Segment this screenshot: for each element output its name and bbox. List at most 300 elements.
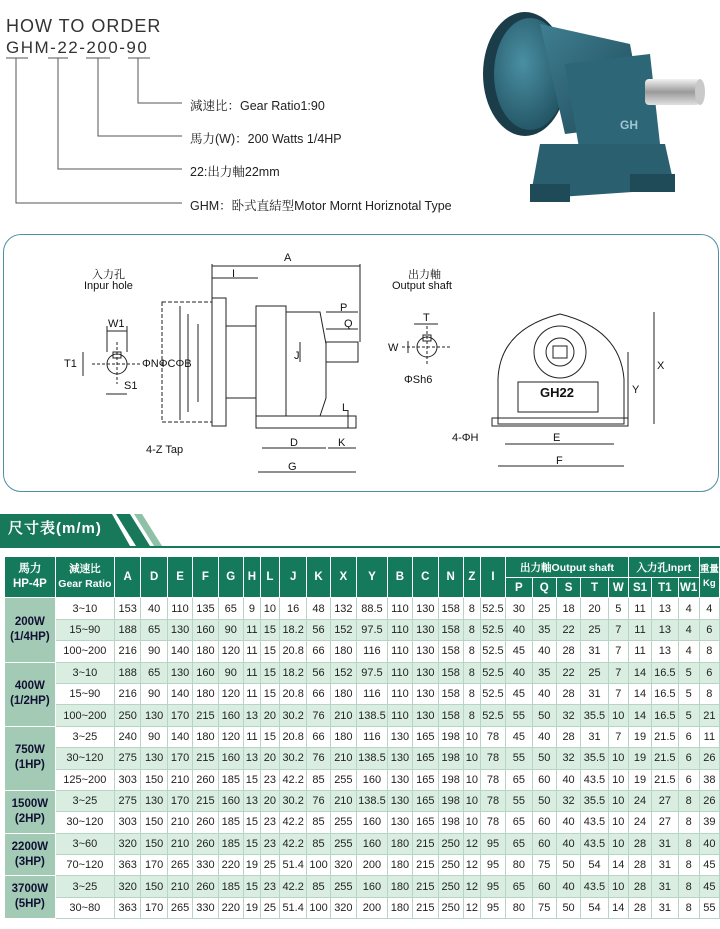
value-cell: 180 bbox=[193, 683, 218, 704]
output-shaft-label-en: Output shaft bbox=[392, 280, 452, 292]
value-cell: 76 bbox=[307, 748, 330, 769]
value-cell: 11 bbox=[628, 641, 651, 662]
value-cell: 45 bbox=[506, 641, 532, 662]
value-cell: 160 bbox=[218, 790, 243, 811]
value-cell: 8 bbox=[678, 855, 699, 876]
value-cell: 15 bbox=[243, 812, 260, 833]
order-label-type: GHM：卧式直結型Motor Mornt Horiznotal Type bbox=[190, 199, 452, 213]
value-cell: 255 bbox=[330, 812, 356, 833]
value-cell: 303 bbox=[114, 769, 140, 790]
value-cell: 78 bbox=[480, 748, 505, 769]
value-cell: 12 bbox=[463, 876, 480, 897]
dim-phi-sh6: ΦSh6 bbox=[404, 374, 433, 386]
value-cell: 132 bbox=[330, 598, 356, 619]
value-cell: 210 bbox=[167, 812, 192, 833]
value-cell: 10 bbox=[463, 726, 480, 747]
value-cell: 54 bbox=[581, 855, 608, 876]
dim-E: E bbox=[553, 432, 561, 444]
value-cell: 18.2 bbox=[279, 662, 306, 683]
ratio-cell: 3~10 bbox=[55, 598, 114, 619]
value-cell: 18 bbox=[556, 598, 580, 619]
dimension-table-body bbox=[5, 598, 720, 919]
dim-phi-ncb: ΦNΦCΦB bbox=[142, 358, 192, 370]
value-cell: 160 bbox=[193, 662, 218, 683]
value-cell: 35 bbox=[532, 662, 556, 683]
value-cell: 13 bbox=[652, 598, 678, 619]
value-cell: 42.2 bbox=[279, 833, 306, 854]
table-row bbox=[5, 662, 720, 683]
value-cell: 185 bbox=[218, 769, 243, 790]
value-cell: 250 bbox=[438, 876, 463, 897]
value-cell: 120 bbox=[218, 683, 243, 704]
value-cell: 215 bbox=[193, 705, 218, 726]
value-cell: 185 bbox=[218, 876, 243, 897]
col-Y: Y bbox=[357, 557, 388, 598]
value-cell: 330 bbox=[193, 897, 218, 918]
col-F: F bbox=[193, 557, 218, 598]
value-cell: 160 bbox=[357, 769, 388, 790]
value-cell: 210 bbox=[330, 748, 356, 769]
value-cell: 78 bbox=[480, 812, 505, 833]
value-cell: 130 bbox=[141, 705, 167, 726]
value-cell: 220 bbox=[218, 855, 243, 876]
power-group-label: 750W (1HP) bbox=[5, 726, 56, 790]
value-cell: 6 bbox=[699, 662, 719, 683]
value-cell: 60 bbox=[532, 833, 556, 854]
value-cell: 11 bbox=[243, 683, 260, 704]
value-cell: 24 bbox=[628, 812, 651, 833]
leader-power bbox=[98, 58, 182, 136]
value-cell: 11 bbox=[243, 619, 260, 640]
value-cell: 198 bbox=[438, 790, 463, 811]
value-cell: 200 bbox=[357, 897, 388, 918]
value-cell: 43.5 bbox=[581, 833, 608, 854]
value-cell: 28 bbox=[628, 897, 651, 918]
value-cell: 140 bbox=[167, 683, 192, 704]
value-cell: 100 bbox=[307, 897, 330, 918]
value-cell: 35.5 bbox=[581, 790, 608, 811]
value-cell: 260 bbox=[193, 876, 218, 897]
ratio-cell: 15~90 bbox=[55, 683, 114, 704]
value-cell: 110 bbox=[387, 662, 412, 683]
value-cell: 120 bbox=[218, 726, 243, 747]
value-cell: 250 bbox=[114, 705, 140, 726]
value-cell: 180 bbox=[387, 876, 412, 897]
value-cell: 160 bbox=[193, 619, 218, 640]
value-cell: 260 bbox=[193, 769, 218, 790]
value-cell: 210 bbox=[167, 876, 192, 897]
value-cell: 40 bbox=[532, 641, 556, 662]
value-cell: 43.5 bbox=[581, 769, 608, 790]
value-cell: 45 bbox=[699, 855, 719, 876]
value-cell: 28 bbox=[628, 833, 651, 854]
value-cell: 32 bbox=[556, 705, 580, 726]
value-cell: 50 bbox=[532, 748, 556, 769]
value-cell: 40 bbox=[506, 662, 532, 683]
value-cell: 160 bbox=[218, 748, 243, 769]
value-cell: 7 bbox=[608, 619, 628, 640]
order-label-shaft: 22:出力軸22mm bbox=[190, 165, 280, 179]
value-cell: 65 bbox=[218, 598, 243, 619]
value-cell: 28 bbox=[628, 855, 651, 876]
value-cell: 13 bbox=[243, 748, 260, 769]
value-cell: 14 bbox=[628, 683, 651, 704]
value-cell: 216 bbox=[114, 683, 140, 704]
value-cell: 215 bbox=[413, 855, 438, 876]
value-cell: 26 bbox=[699, 748, 719, 769]
col-C: C bbox=[413, 557, 438, 598]
value-cell: 4 bbox=[678, 619, 699, 640]
value-cell: 45 bbox=[506, 683, 532, 704]
value-cell: 265 bbox=[167, 897, 192, 918]
value-cell: 95 bbox=[480, 855, 505, 876]
value-cell: 160 bbox=[357, 833, 388, 854]
value-cell: 180 bbox=[387, 897, 412, 918]
value-cell: 88.5 bbox=[357, 598, 388, 619]
col-P: P bbox=[506, 578, 532, 598]
table-title: 尺寸表(m/m) bbox=[8, 520, 102, 537]
value-cell: 23 bbox=[260, 833, 279, 854]
value-cell: 170 bbox=[167, 705, 192, 726]
value-cell: 130 bbox=[387, 812, 412, 833]
value-cell: 55 bbox=[506, 748, 532, 769]
value-cell: 10 bbox=[260, 598, 279, 619]
value-cell: 11 bbox=[628, 619, 651, 640]
value-cell: 10 bbox=[608, 876, 628, 897]
value-cell: 7 bbox=[608, 683, 628, 704]
value-cell: 15 bbox=[260, 641, 279, 662]
value-cell: 138.5 bbox=[357, 790, 388, 811]
value-cell: 85 bbox=[307, 876, 330, 897]
value-cell: 275 bbox=[114, 790, 140, 811]
value-cell: 7 bbox=[608, 662, 628, 683]
value-cell: 14 bbox=[628, 662, 651, 683]
value-cell: 43.5 bbox=[581, 876, 608, 897]
value-cell: 38 bbox=[699, 769, 719, 790]
value-cell: 320 bbox=[330, 855, 356, 876]
value-cell: 130 bbox=[413, 641, 438, 662]
order-label-ratio: 減速比：Gear Ratio1:90 bbox=[190, 99, 325, 113]
value-cell: 20 bbox=[260, 790, 279, 811]
value-cell: 65 bbox=[141, 662, 167, 683]
value-cell: 15 bbox=[243, 833, 260, 854]
dim-T1: T1 bbox=[64, 358, 77, 370]
value-cell: 5 bbox=[678, 705, 699, 726]
power-group-label: 3700W (5HP) bbox=[5, 876, 56, 919]
table-row bbox=[5, 812, 720, 833]
value-cell: 52.5 bbox=[480, 641, 505, 662]
value-cell: 180 bbox=[387, 833, 412, 854]
value-cell: 255 bbox=[330, 876, 356, 897]
value-cell: 8 bbox=[463, 619, 480, 640]
value-cell: 40 bbox=[556, 769, 580, 790]
value-cell: 170 bbox=[141, 897, 167, 918]
value-cell: 130 bbox=[141, 748, 167, 769]
value-cell: 11 bbox=[628, 598, 651, 619]
value-cell: 8 bbox=[699, 683, 719, 704]
value-cell: 90 bbox=[218, 619, 243, 640]
col-N: N bbox=[438, 557, 463, 598]
value-cell: 75 bbox=[532, 855, 556, 876]
col-W: W bbox=[608, 578, 628, 598]
value-cell: 110 bbox=[387, 598, 412, 619]
value-cell: 40 bbox=[532, 683, 556, 704]
value-cell: 10 bbox=[608, 705, 628, 726]
value-cell: 25 bbox=[532, 598, 556, 619]
dim-T: T bbox=[423, 312, 430, 324]
ratio-cell: 3~60 bbox=[55, 833, 114, 854]
value-cell: 85 bbox=[307, 769, 330, 790]
dim-G: G bbox=[288, 461, 297, 473]
value-cell: 150 bbox=[141, 812, 167, 833]
value-cell: 52.5 bbox=[480, 598, 505, 619]
value-cell: 40 bbox=[556, 876, 580, 897]
value-cell: 28 bbox=[556, 683, 580, 704]
value-cell: 130 bbox=[413, 619, 438, 640]
value-cell: 25 bbox=[260, 855, 279, 876]
value-cell: 10 bbox=[608, 769, 628, 790]
value-cell: 21.5 bbox=[652, 748, 678, 769]
value-cell: 210 bbox=[330, 705, 356, 726]
value-cell: 116 bbox=[357, 683, 388, 704]
value-cell: 158 bbox=[438, 641, 463, 662]
table-row bbox=[5, 598, 720, 619]
value-cell: 90 bbox=[141, 641, 167, 662]
value-cell: 15 bbox=[260, 683, 279, 704]
value-cell: 21.5 bbox=[652, 726, 678, 747]
value-cell: 20 bbox=[581, 598, 608, 619]
value-cell: 130 bbox=[167, 619, 192, 640]
value-cell: 13 bbox=[652, 619, 678, 640]
value-cell: 14 bbox=[628, 705, 651, 726]
value-cell: 65 bbox=[506, 812, 532, 833]
value-cell: 188 bbox=[114, 619, 140, 640]
value-cell: 10 bbox=[608, 748, 628, 769]
value-cell: 90 bbox=[218, 662, 243, 683]
col-Q: Q bbox=[532, 578, 556, 598]
value-cell: 8 bbox=[463, 662, 480, 683]
dim-L: L bbox=[342, 402, 349, 414]
value-cell: 6 bbox=[678, 748, 699, 769]
leader-shaft bbox=[58, 58, 182, 169]
col-T: T bbox=[581, 578, 608, 598]
value-cell: 8 bbox=[678, 833, 699, 854]
value-cell: 8 bbox=[678, 897, 699, 918]
value-cell: 97.5 bbox=[357, 619, 388, 640]
value-cell: 165 bbox=[413, 769, 438, 790]
value-cell: 78 bbox=[480, 790, 505, 811]
value-cell: 76 bbox=[307, 705, 330, 726]
value-cell: 130 bbox=[167, 662, 192, 683]
col-T1: T1 bbox=[652, 578, 678, 598]
value-cell: 130 bbox=[387, 769, 412, 790]
value-cell: 170 bbox=[167, 790, 192, 811]
value-cell: 32 bbox=[556, 790, 580, 811]
table-row bbox=[5, 641, 720, 662]
col-E: E bbox=[167, 557, 192, 598]
value-cell: 180 bbox=[193, 641, 218, 662]
value-cell: 130 bbox=[387, 726, 412, 747]
value-cell: 110 bbox=[387, 683, 412, 704]
value-cell: 31 bbox=[652, 876, 678, 897]
value-cell: 52.5 bbox=[480, 662, 505, 683]
value-cell: 78 bbox=[480, 769, 505, 790]
dim-S1: S1 bbox=[124, 380, 138, 392]
col-B: B bbox=[387, 557, 412, 598]
value-cell: 20.8 bbox=[279, 683, 306, 704]
power-group-label: 2200W (3HP) bbox=[5, 833, 56, 876]
value-cell: 250 bbox=[438, 855, 463, 876]
value-cell: 25 bbox=[581, 619, 608, 640]
value-cell: 185 bbox=[218, 812, 243, 833]
power-group-label: 1500W (2HP) bbox=[5, 790, 56, 833]
value-cell: 150 bbox=[141, 833, 167, 854]
value-cell: 80 bbox=[506, 897, 532, 918]
value-cell: 40 bbox=[532, 726, 556, 747]
value-cell: 138.5 bbox=[357, 748, 388, 769]
table-row bbox=[5, 876, 720, 897]
value-cell: 22 bbox=[556, 662, 580, 683]
value-cell: 27 bbox=[652, 790, 678, 811]
value-cell: 45 bbox=[699, 876, 719, 897]
dim-Y: Y bbox=[632, 384, 640, 396]
value-cell: 11 bbox=[699, 726, 719, 747]
value-cell: 40 bbox=[556, 812, 580, 833]
value-cell: 250 bbox=[438, 833, 463, 854]
output-shaft-label-cn: 出力軸 bbox=[408, 269, 441, 281]
table-row bbox=[5, 619, 720, 640]
value-cell: 50 bbox=[532, 705, 556, 726]
power-group-label: 200W (1/4HP) bbox=[5, 598, 56, 662]
col-S: S bbox=[556, 578, 580, 598]
value-cell: 160 bbox=[218, 705, 243, 726]
value-cell: 210 bbox=[167, 833, 192, 854]
value-cell: 28 bbox=[556, 641, 580, 662]
col-X: X bbox=[330, 557, 356, 598]
col-weight: 重量 Kg bbox=[699, 557, 719, 598]
value-cell: 185 bbox=[218, 833, 243, 854]
value-cell: 55 bbox=[506, 790, 532, 811]
value-cell: 40 bbox=[506, 619, 532, 640]
value-cell: 15 bbox=[260, 619, 279, 640]
dim-Q: Q bbox=[344, 318, 353, 330]
value-cell: 180 bbox=[387, 855, 412, 876]
value-cell: 65 bbox=[506, 876, 532, 897]
value-cell: 330 bbox=[193, 855, 218, 876]
col-group-input-hole: 入力孔Inprt bbox=[628, 557, 699, 578]
value-cell: 110 bbox=[387, 641, 412, 662]
value-cell: 200 bbox=[357, 855, 388, 876]
value-cell: 19 bbox=[628, 769, 651, 790]
value-cell: 31 bbox=[652, 833, 678, 854]
value-cell: 216 bbox=[114, 641, 140, 662]
value-cell: 6 bbox=[678, 726, 699, 747]
value-cell: 10 bbox=[463, 748, 480, 769]
value-cell: 15 bbox=[260, 726, 279, 747]
table-row bbox=[5, 897, 720, 918]
dim-J: J bbox=[294, 350, 300, 362]
value-cell: 66 bbox=[307, 726, 330, 747]
dimension-table bbox=[4, 556, 720, 919]
value-cell: 165 bbox=[413, 790, 438, 811]
value-cell: 7 bbox=[608, 641, 628, 662]
table-row bbox=[5, 748, 720, 769]
value-cell: 140 bbox=[167, 726, 192, 747]
value-cell: 198 bbox=[438, 769, 463, 790]
value-cell: 66 bbox=[307, 683, 330, 704]
value-cell: 31 bbox=[652, 855, 678, 876]
value-cell: 6 bbox=[699, 619, 719, 640]
value-cell: 14 bbox=[608, 897, 628, 918]
value-cell: 90 bbox=[141, 683, 167, 704]
input-hole-label-cn: 入力孔 bbox=[92, 269, 125, 281]
value-cell: 50 bbox=[532, 790, 556, 811]
value-cell: 16 bbox=[279, 598, 306, 619]
order-label-power: 馬力(W)：200 Watts 1/4HP bbox=[190, 132, 342, 146]
col-ratio: 減速比 Gear Ratio bbox=[55, 557, 114, 598]
value-cell: 18.2 bbox=[279, 619, 306, 640]
value-cell: 65 bbox=[506, 833, 532, 854]
value-cell: 35.5 bbox=[581, 705, 608, 726]
value-cell: 85 bbox=[307, 833, 330, 854]
dim-F: F bbox=[556, 455, 563, 467]
value-cell: 4 bbox=[678, 641, 699, 662]
value-cell: 250 bbox=[438, 897, 463, 918]
value-cell: 51.4 bbox=[279, 897, 306, 918]
value-cell: 320 bbox=[114, 833, 140, 854]
value-cell: 22 bbox=[556, 619, 580, 640]
svg-text:GH: GH bbox=[620, 118, 638, 132]
value-cell: 66 bbox=[307, 641, 330, 662]
dim-K: K bbox=[338, 437, 346, 449]
value-cell: 120 bbox=[218, 641, 243, 662]
value-cell: 180 bbox=[193, 726, 218, 747]
value-cell: 116 bbox=[357, 641, 388, 662]
value-cell: 52.5 bbox=[480, 705, 505, 726]
value-cell: 116 bbox=[357, 726, 388, 747]
value-cell: 42.2 bbox=[279, 812, 306, 833]
value-cell: 19 bbox=[243, 897, 260, 918]
value-cell: 160 bbox=[357, 876, 388, 897]
value-cell: 130 bbox=[413, 705, 438, 726]
value-cell: 14 bbox=[608, 855, 628, 876]
value-cell: 85 bbox=[307, 812, 330, 833]
value-cell: 260 bbox=[193, 833, 218, 854]
value-cell: 165 bbox=[413, 748, 438, 769]
value-cell: 7 bbox=[608, 726, 628, 747]
value-cell: 138.5 bbox=[357, 705, 388, 726]
col-J: J bbox=[279, 557, 306, 598]
value-cell: 50 bbox=[556, 855, 580, 876]
col-hp: 馬力 HP-4P bbox=[5, 557, 56, 598]
ratio-cell: 30~80 bbox=[55, 897, 114, 918]
value-cell: 158 bbox=[438, 705, 463, 726]
value-cell: 8 bbox=[678, 876, 699, 897]
table-row bbox=[5, 705, 720, 726]
value-cell: 56 bbox=[307, 662, 330, 683]
value-cell: 5 bbox=[678, 662, 699, 683]
value-cell: 55 bbox=[506, 705, 532, 726]
value-cell: 27 bbox=[652, 812, 678, 833]
value-cell: 21 bbox=[699, 705, 719, 726]
value-cell: 60 bbox=[532, 812, 556, 833]
order-code: GHM-22-200-90 bbox=[6, 38, 149, 57]
model-label: GH22 bbox=[540, 385, 574, 400]
col-H: H bbox=[243, 557, 260, 598]
value-cell: 130 bbox=[387, 748, 412, 769]
value-cell: 40 bbox=[141, 598, 167, 619]
table-row bbox=[5, 855, 720, 876]
